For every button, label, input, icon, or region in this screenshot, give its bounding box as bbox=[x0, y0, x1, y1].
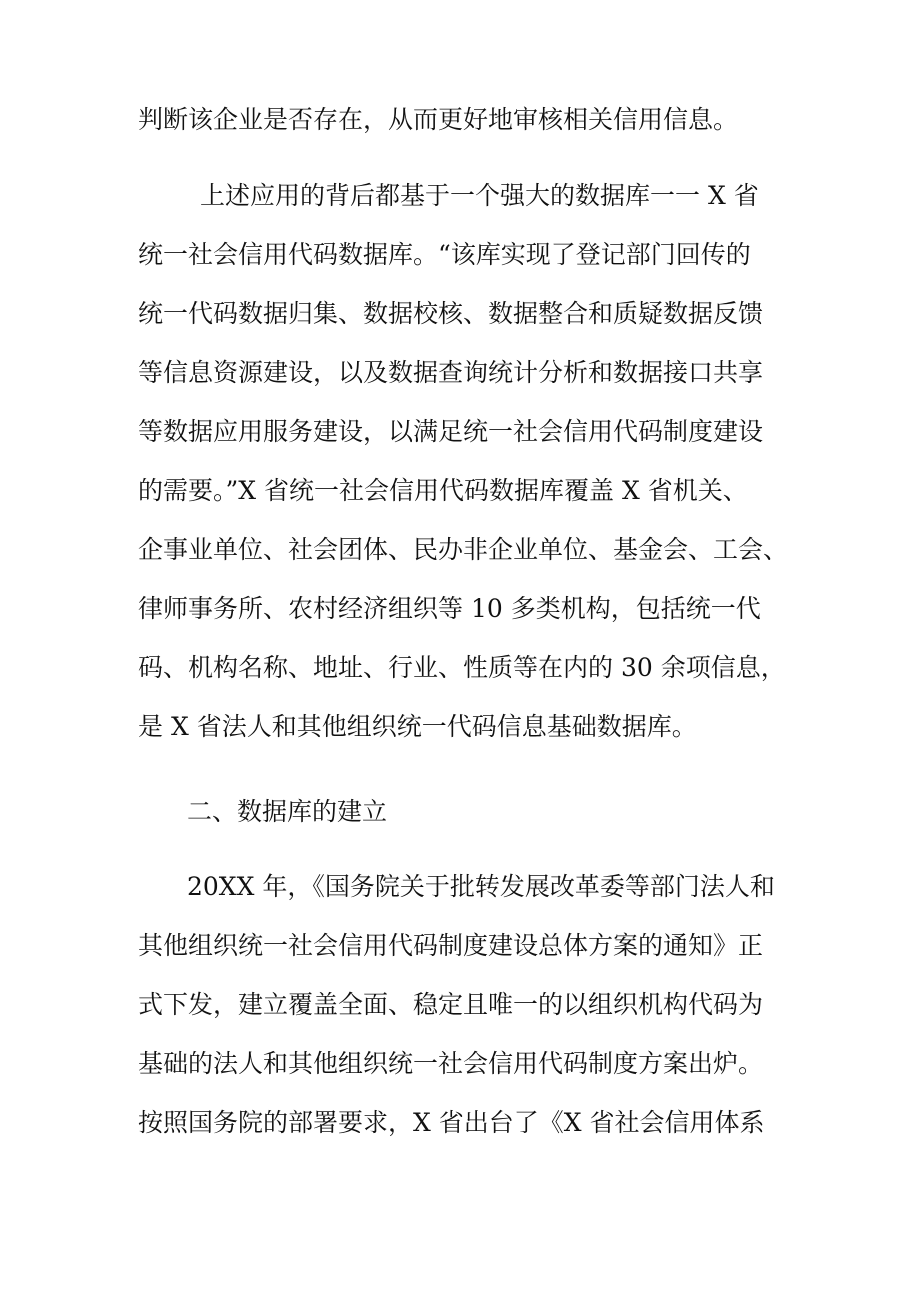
text-line: 上述应用的背后都基于一个强大的数据库一一 X 省 bbox=[200, 181, 759, 210]
text-line: 20XX 年，《国务院关于批转发展改革委等部门法人和 bbox=[187, 872, 775, 901]
text-line: 判断该企业是否存在，从而更好地审核相关信用信息。 bbox=[138, 105, 739, 134]
text-line: 等信息资源建设，以及数据查询统计分析和数据接口共享 bbox=[138, 358, 764, 387]
text-line: 其他组织统一社会信用代码制度建设总体方案的通知》正 bbox=[138, 931, 764, 960]
section-heading: 二、数据库的建立 bbox=[187, 797, 388, 826]
text-line: 是 X 省法人和其他组织统一代码信息基础数据库。 bbox=[138, 712, 697, 741]
text-line: 码、机构名称、地址、行业、性质等在内的 30 余项信息， bbox=[138, 653, 786, 682]
text-line: 律师事务所、农村经济组织等 10 多类机构，包括统一代 bbox=[138, 594, 761, 623]
text-line: 式下发，建立覆盖全面、稳定且唯一的以组织机构代码为 bbox=[138, 990, 764, 1019]
text-line: 企事业单位、社会团体、民办非企业单位、基金会、工会、 bbox=[138, 535, 789, 564]
text-line: 统一社会信用代码数据库。“该库实现了登记部门回传的 bbox=[138, 240, 751, 269]
text-line: 按照国务院的部署要求，X 省出台了《X 省社会信用体系 bbox=[138, 1108, 765, 1137]
text-line: 统一代码数据归集、数据校核、数据整合和质疑数据反馈 bbox=[138, 299, 764, 328]
text-line: 的需要。”X 省统一社会信用代码数据库覆盖 X 省机关、 bbox=[138, 476, 748, 505]
text-line: 等数据应用服务建设，以满足统一社会信用代码制度建设 bbox=[138, 417, 764, 446]
text-line: 基础的法人和其他组织统一社会信用代码制度方案出炉。 bbox=[138, 1049, 764, 1078]
